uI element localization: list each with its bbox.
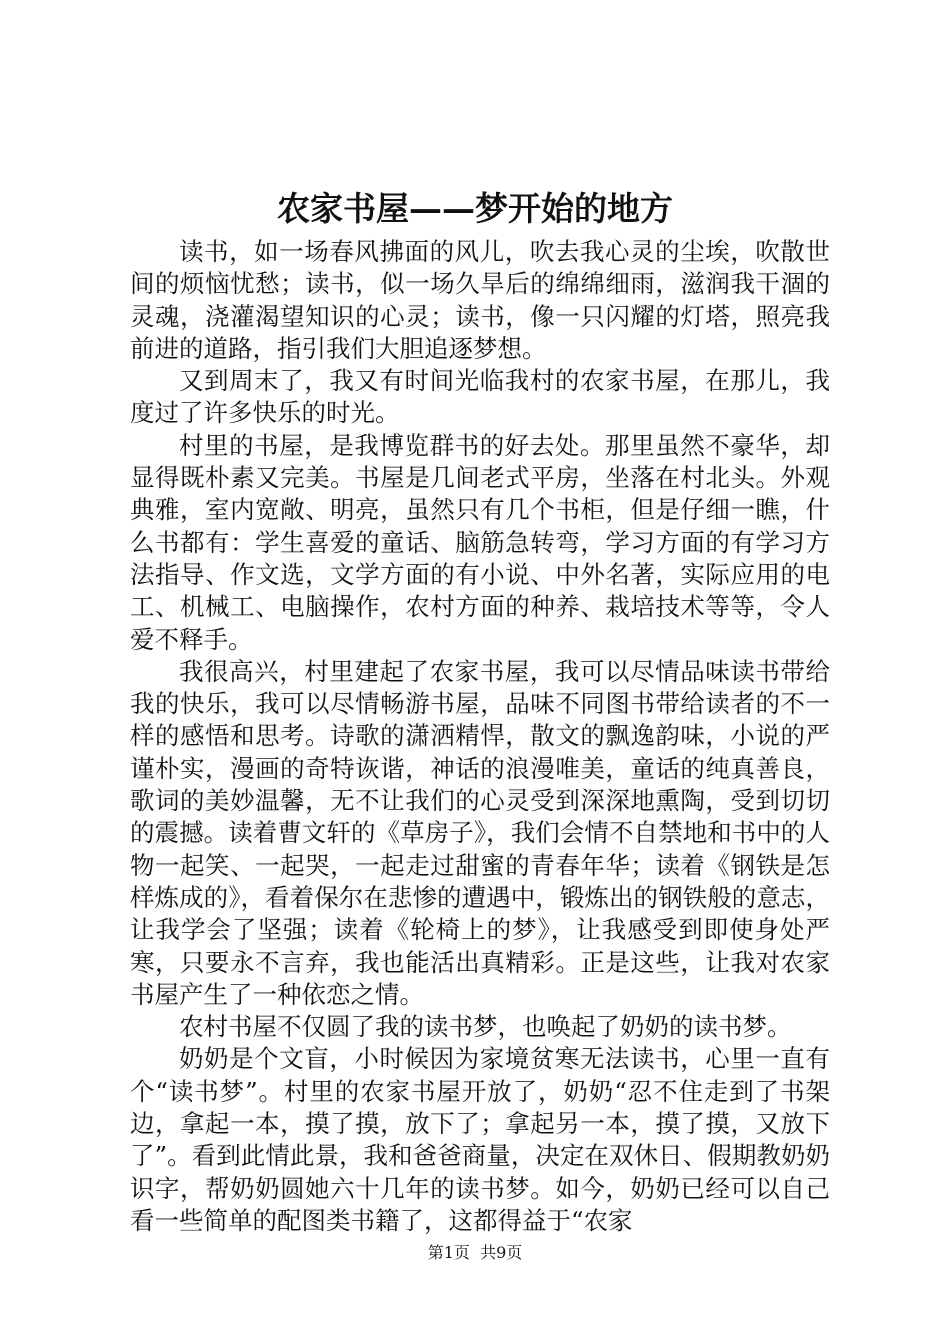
page-number: 第1页 [427, 1243, 470, 1262]
paragraph: 我很高兴，村里建起了农家书屋，我可以尽情品味读书带给我的快乐，我可以尽情畅游书屋，品味不同图书带给读者的不一样的感悟和思考。诗歌的潇洒精悍，散文的飘逸韵味，小说的严谨朴实，漫画的奇特诙谐，神话的浪漫唯美，童话的纯真善良，歌词的美妙温馨，无不让我们的心灵受到深深地熏陶，受到切切的震撼。读着曹文轩的《草房子》，我们会情不自禁地和书中的人物一起笑、一起哭，一起走过甜蜜的青春年华；读着《钢铁是怎样炼成的》，看着保尔在悲惨的遭遇中，锻炼出的钢铁般的意志，让我学会了坚强；读着《轮椅上的梦》，让我感受到即使身处严寒，只要永不言弃，我也能活出真精彩。正是这些，让我对农家书屋产生了一种依恋之情。 [130, 656, 830, 1009]
paragraph: 读书，如一场春风拂面的风儿，吹去我心灵的尘埃，吹散世间的烦恼忧愁；读书，似一场久旱后的绵绵细雨，滋润我干涸的灵魂，浇灌渴望知识的心灵；读书，像一只闪耀的灯塔，照亮我前进的道路，指引我们大胆追逐梦想。 [130, 237, 830, 363]
paragraph: 又到周末了，我又有时间光临我村的农家书屋，在那儿，我度过了许多快乐的时光。 [130, 366, 830, 428]
page-total: 共9页 [480, 1243, 523, 1262]
paragraph: 农村书屋不仅圆了我的读书梦，也唤起了奶奶的读书梦。 [179, 1012, 792, 1042]
paragraph: 村里的书屋，是我博览群书的好去处。那里虽然不豪华，却显得既朴素又完美。书屋是几间老式平房，坐落在村北头。外观典雅，室内宽敞、明亮，虽然只有几个书柜，但是仔细一瞧，什么书都有：学生喜爱的童话、脑筋急转弯，学习方面的有学习方法指导、作文选，文学方面的有小说、中外名著，实际应用的电工、机械工、电脑操作，农村方面的种养、栽培技术等等，令人爱不释手。 [130, 430, 830, 654]
document-title: 农家书屋——梦开始的地方 [277, 189, 673, 228]
page-footer [0, 1242, 950, 1264]
footer-separator [470, 1243, 480, 1262]
document-body [130, 236, 830, 1237]
paragraph: 奶奶是个文盲，小时候因为家境贫寒无法读书，心里一直有个“读书梦”。村里的农家书屋开放了，奶奶“忍不住走到了书架边，拿起一本，摸了摸，放下了；拿起另一本，摸了摸，又放下了”。看到此情此景，我和爸爸商量，决定在双休日、假期教奶奶识字，帮奶奶圆她六十几年的读书梦。如今，奶奶已经可以自己看一些简单的配图类书籍了，这都得益于“农家 [130, 1044, 830, 1235]
